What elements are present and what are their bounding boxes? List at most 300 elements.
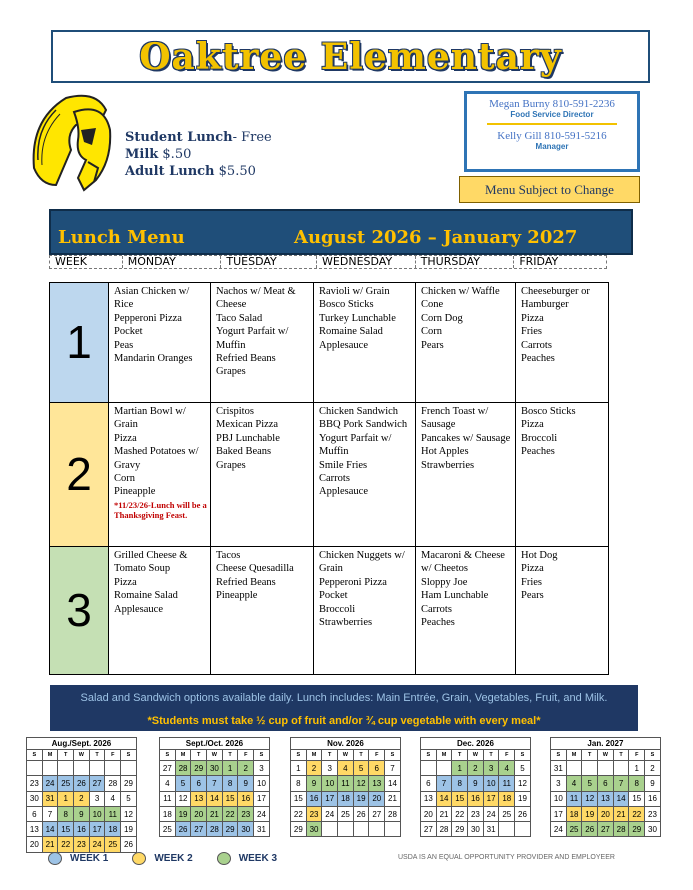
day-header: THURSDAY [416,256,515,268]
calendar-title: Sept./Oct. 2026 [159,737,270,749]
calendar-day: 8 [58,806,74,821]
calendar-day: 8 [452,776,468,791]
menu-item: Broccoli [319,603,356,615]
mini-calendar [550,749,661,837]
calendar-day: 22 [58,837,74,852]
calendar-day: 21 [385,791,401,806]
menu-item: Broccoli [521,432,558,444]
calendar-day: 1 [291,761,307,776]
calendar-day: 12 [121,806,137,821]
calendar-day: 25 [58,776,74,791]
calendar-day: 10 [89,806,105,821]
calendar-day: 28 [105,776,121,791]
menu-item: Asian Chicken w/ Rice [114,286,190,311]
calendar-dow: S [291,750,307,761]
calendar-dow: F [369,750,385,761]
calendar-day: 24 [254,806,270,821]
calendar-day: 29 [291,822,307,837]
calendar-dow: M [175,750,191,761]
calendar-day: 11 [338,776,354,791]
calendar-day: 30 [468,822,484,837]
calendar-day: 23 [306,806,322,821]
legend-item: WEEK 3 [217,852,277,865]
calendar-day: 9 [468,776,484,791]
menu-cell [516,403,609,547]
price-line: Milk $.50 [125,147,192,162]
calendar-day: 28 [613,822,629,837]
calendar-day: 15 [629,791,645,806]
calendar-day: 16 [306,791,322,806]
calendar-day: 5 [582,776,598,791]
calendar-day: 13 [191,791,207,806]
calendar-day: 6 [369,761,385,776]
calendar-day: 21 [207,806,223,821]
menu-item: Carrots [521,339,552,351]
calendar-title: Nov. 2026 [290,737,401,749]
calendar-day: 18 [566,806,582,821]
calendar-day: 26 [74,776,90,791]
calendar-dow: S [645,750,661,761]
calendar-day [27,761,43,776]
calendar-day: 6 [27,806,43,821]
menu-item: Hot Apples [421,446,469,458]
calendar-day: 25 [105,837,121,852]
usda-statement: USDA IS AN EQUAL OPPORTUNITY PROVIDER AND EMPLOYEER [398,854,615,861]
week-row [50,283,609,403]
calendar-day: 30 [645,822,661,837]
calendar-day: 14 [207,791,223,806]
martians-logo [26,90,116,200]
calendar-day: 12 [175,791,191,806]
calendar-dow: F [629,750,645,761]
menu-item: Pancakes w/ Sausage [421,432,511,444]
menu-item: Carrots [319,473,350,485]
calendar-day: 22 [629,806,645,821]
menu-header [49,209,633,255]
calendar-day: 8 [222,776,238,791]
menu-item: Applesauce [319,339,368,351]
calendar-day [353,822,369,837]
week-number: 2 [50,403,109,547]
calendar-dow: M [566,750,582,761]
calendar-day [421,761,437,776]
menu-item: Pizza [114,576,137,588]
week-row [50,547,609,675]
menu-grid [49,282,609,675]
calendar-dow: T [322,750,338,761]
calendar-dow: M [42,750,58,761]
calendar-day: 12 [582,791,598,806]
calendar-day: 4 [338,761,354,776]
menu-item: Pineapple [216,590,258,602]
calendar-day: 23 [27,776,43,791]
calendar-day: 22 [222,806,238,821]
calendar-day: 2 [238,761,254,776]
calendar-day: 17 [254,791,270,806]
menu-item: French Toast w/ Sausage [421,406,489,431]
calendar-dow: T [582,750,598,761]
calendar-day: 31 [254,822,270,837]
menu-item: Pepperoni Pizza Pocket [114,312,182,338]
calendar-day: 30 [27,791,43,806]
menu-cell [211,547,314,675]
calendar-dow: F [238,750,254,761]
calendar-day: 14 [385,776,401,791]
calendar-day [499,822,515,837]
calendar-day: 3 [254,761,270,776]
menu-item: Refried Beans [216,353,276,365]
calendar-day: 9 [74,806,90,821]
calendar-day: 25 [338,806,354,821]
calendar-dow: T [452,750,468,761]
calendar-day [42,761,58,776]
calendar-dow: T [191,750,207,761]
calendar-day: 17 [322,791,338,806]
menu-item: Strawberries [319,617,373,629]
calendar-day [436,761,452,776]
calendar-day: 29 [121,776,137,791]
calendar-day: 27 [369,806,385,821]
calendar-day: 30 [238,822,254,837]
calendar-day: 29 [452,822,468,837]
contact-name: Kelly Gill 810-591-5216 [497,130,607,142]
menu-item: Corn Dog [421,312,463,324]
calendar-day: 27 [89,776,105,791]
calendar-day: 28 [385,806,401,821]
calendar-dow: T [222,750,238,761]
calendar-day: 22 [291,806,307,821]
calendar-day: 19 [582,806,598,821]
menu-item: Chicken Sandwich [319,406,399,417]
menu-item: Pizza [114,432,137,444]
calendar-day [322,822,338,837]
calendar-day: 27 [160,761,176,776]
calendar-day: 22 [452,806,468,821]
calendar-day: 7 [436,776,452,791]
menu-item: PBJ Lunchable [216,432,280,444]
menu-cell [416,283,516,403]
calendar-day: 14 [613,791,629,806]
title-banner [51,30,650,83]
calendar-day [598,761,614,776]
week-number: 3 [50,547,109,675]
calendar-dow: S [515,750,531,761]
calendar-day [74,761,90,776]
calendar-day: 14 [436,791,452,806]
calendar-day [121,761,137,776]
calendar-title: Dec. 2026 [420,737,531,749]
calendar-day: 12 [515,776,531,791]
calendar-day [385,822,401,837]
menu-item: Fries [521,326,542,338]
day-header: WEEK [50,256,123,268]
menu-item: Sloppy Joe [421,576,468,588]
calendar-day: 30 [207,761,223,776]
menu-cell [109,403,211,547]
menu-item: Peaches [521,353,555,365]
calendar-day [613,761,629,776]
calendar-day: 27 [598,822,614,837]
calendar-day: 24 [483,806,499,821]
menu-item: Applesauce [319,486,368,498]
menu-item: Mashed Potatoes w/ Gravy [114,446,199,471]
calendar-day: 4 [105,791,121,806]
menu-item: Grilled Cheese & Tomato Soup [114,550,188,575]
pricing-list [125,129,272,180]
calendar-day: 18 [338,791,354,806]
menu-period: August 2026 – January 2027 [294,227,578,248]
calendar-dow: W [468,750,484,761]
calendar-day: 12 [353,776,369,791]
calendar-day: 23 [74,837,90,852]
contact-box [464,91,640,172]
calendar-dow: M [436,750,452,761]
calendar-day: 13 [598,791,614,806]
calendar-day [582,761,598,776]
calendar-day: 1 [222,761,238,776]
calendar-day: 17 [483,791,499,806]
day-header: TUESDAY [221,256,317,268]
calendar-dow: S [121,750,137,761]
menu-item: Refried Beans [216,576,276,588]
info-banner [50,685,638,731]
menu-item: BBQ Pork Sandwich [319,419,408,431]
menu-item: Baked Beans [216,446,272,458]
calendar-day: 13 [369,776,385,791]
calendar-day: 10 [483,776,499,791]
calendar-day [338,822,354,837]
calendar-day: 19 [175,806,191,821]
calendar-day: 26 [175,822,191,837]
calendar-dow: T [89,750,105,761]
menu-cell [416,547,516,675]
menu-item: Carrots [421,603,452,615]
calendar-day: 25 [499,806,515,821]
calendar-day: 2 [306,761,322,776]
calendar-day: 4 [566,776,582,791]
menu-item: Mandarin Oranges [114,353,193,365]
menu-item: Strawberries [421,459,475,471]
contact-role: Manager [535,142,569,151]
calendar-day: 31 [483,822,499,837]
menu-item: Ham Lunchable [421,590,489,602]
menu-item: Martian Bowl w/ Grain [114,406,186,431]
calendar-day [515,822,531,837]
menu-item: Mexican Pizza [216,419,279,431]
menu-cell [416,403,516,547]
calendar-day: 24 [322,806,338,821]
calendar-day: 2 [468,761,484,776]
calendar-day: 18 [499,791,515,806]
calendar-day: 25 [160,822,176,837]
calendar-day: 13 [421,791,437,806]
calendar-day: 1 [629,761,645,776]
calendar-day: 20 [191,806,207,821]
menu-item: Fries [521,576,542,588]
day-header: WEDNESDAY [317,256,416,268]
school-title: Oaktree Elementary [139,35,562,78]
menu-item: Corn [114,473,135,485]
menu-item: Cheese Quesadilla [216,563,294,575]
calendar-day: 14 [42,822,58,837]
menu-item: Pears [521,590,544,602]
calendar-day: 28 [175,761,191,776]
calendar-day: 15 [58,822,74,837]
calendar-day: 9 [306,776,322,791]
legend-swatch [132,852,146,865]
calendar-day: 17 [89,822,105,837]
calendar-day [566,761,582,776]
calendar-day: 20 [421,806,437,821]
menu-note: *11/23/26-Lunch will be a Thanksgiving Feast. [114,499,207,520]
calendar-day: 29 [191,761,207,776]
menu-item: Pizza [521,312,544,324]
calendar-dow: T [58,750,74,761]
calendar-day: 1 [452,761,468,776]
calendar-dow: T [483,750,499,761]
calendar-day: 5 [353,761,369,776]
mini-calendar [420,749,531,837]
mini-calendar [290,749,401,837]
calendar-day: 29 [222,822,238,837]
calendar-day: 6 [598,776,614,791]
calendar-day: 19 [515,791,531,806]
calendar-dow: S [421,750,437,761]
menu-item: Chicken w/ Waffle Cone [421,286,500,311]
calendar-day: 21 [613,806,629,821]
calendar-dow: W [207,750,223,761]
calendar-dow: F [499,750,515,761]
calendar-day: 30 [306,822,322,837]
menu-item: Romaine Salad [114,590,178,602]
menu-cell [211,403,314,547]
menu-item: Romaine Salad [319,326,383,338]
calendar-day [89,761,105,776]
mini-calendar [26,749,137,853]
contact-name: Megan Burny 810-591-2236 [489,98,615,110]
calendar-day: 3 [322,761,338,776]
menu-cell [516,283,609,403]
menu-item: Grapes [216,459,246,471]
menu-item: Yogurt Parfait w/ Muffin [216,326,289,351]
calendar-day: 16 [468,791,484,806]
calendar-day: 2 [74,791,90,806]
menu-change-notice: Menu Subject to Change [459,176,640,203]
calendar-day: 21 [42,837,58,852]
menu-item: Tacos [216,550,241,561]
legend-swatch [48,852,62,865]
calendar-day: 20 [27,837,43,852]
menu-item: Chicken Nuggets w/ Grain [319,550,405,575]
mini-calendar [159,749,270,837]
calendar-dow: T [353,750,369,761]
calendar-day: 27 [191,822,207,837]
calendar-day: 7 [207,776,223,791]
menu-cell [516,547,609,675]
menu-item: Pears [421,339,444,351]
calendar-title: Aug./Sept. 2026 [26,737,137,749]
calendar-dow: S [160,750,176,761]
menu-item: Pizza [521,563,544,575]
menu-item: Applesauce [114,603,163,615]
calendar-day: 18 [105,822,121,837]
calendar-day: 23 [645,806,661,821]
calendar-day: 19 [121,822,137,837]
calendar-title: Jan. 2027 [550,737,661,749]
calendar-day: 17 [551,806,567,821]
menu-title: Lunch Menu [58,227,185,248]
calendar-day: 11 [566,791,582,806]
calendar-day: 28 [207,822,223,837]
calendar-dow: S [27,750,43,761]
calendar-day: 19 [353,791,369,806]
calendar-day: 11 [499,776,515,791]
menu-item: Bosco Sticks [521,406,576,417]
calendar-dow: W [74,750,90,761]
calendar-day: 2 [645,761,661,776]
menu-cell [314,283,416,403]
calendar-day: 26 [515,806,531,821]
calendar-day: 3 [89,791,105,806]
divider [487,123,617,125]
calendar-day: 10 [322,776,338,791]
calendar-day: 26 [582,822,598,837]
calendar-day: 15 [452,791,468,806]
calendar-day: 15 [222,791,238,806]
menu-item: Crispitos [216,406,254,417]
menu-item: Corn [421,326,442,338]
calendar-day: 3 [483,761,499,776]
menu-item: Turkey Lunchable [319,312,396,324]
calendar-day: 9 [645,776,661,791]
calendar-day [58,761,74,776]
calendar-dow: T [613,750,629,761]
calendar-day: 29 [629,822,645,837]
calendar-day: 18 [160,806,176,821]
menu-item: Cheeseburger or Hamburger [521,286,590,311]
calendar-day: 27 [421,822,437,837]
menu-item: Peas [114,339,134,351]
calendar-day: 5 [175,776,191,791]
calendar-day: 10 [254,776,270,791]
calendar-day: 6 [191,776,207,791]
calendar-dow: W [598,750,614,761]
calendar-dow: S [551,750,567,761]
calendar-day: 7 [385,761,401,776]
calendar-day: 1 [58,791,74,806]
price-line: Adult Lunch $5.50 [125,164,256,179]
day-header-row [49,255,607,269]
week-legend [48,852,301,865]
legend-item: WEEK 1 [48,852,108,865]
menu-item: Ravioli w/ Grain [319,286,390,297]
calendar-day: 8 [291,776,307,791]
calendar-dow: S [254,750,270,761]
price-line: Student Lunch- Free [125,130,272,145]
calendar-day: 9 [238,776,254,791]
calendar-day: 7 [613,776,629,791]
requirement-line: *Students must take ½ cup of fruit and/or ¾ cup vegetable with every meal* [147,715,541,727]
menu-item: Pepperoni Pizza Pocket [319,576,387,602]
calendar-day: 5 [121,791,137,806]
contact-role: Food Service Director [510,110,594,119]
menu-cell [109,283,211,403]
menu-item: Yogurt Parfait w/ Muffin [319,432,392,458]
calendar-day: 16 [238,791,254,806]
calendar-day: 7 [42,806,58,821]
calendar-day: 16 [645,791,661,806]
calendar-dow: W [338,750,354,761]
